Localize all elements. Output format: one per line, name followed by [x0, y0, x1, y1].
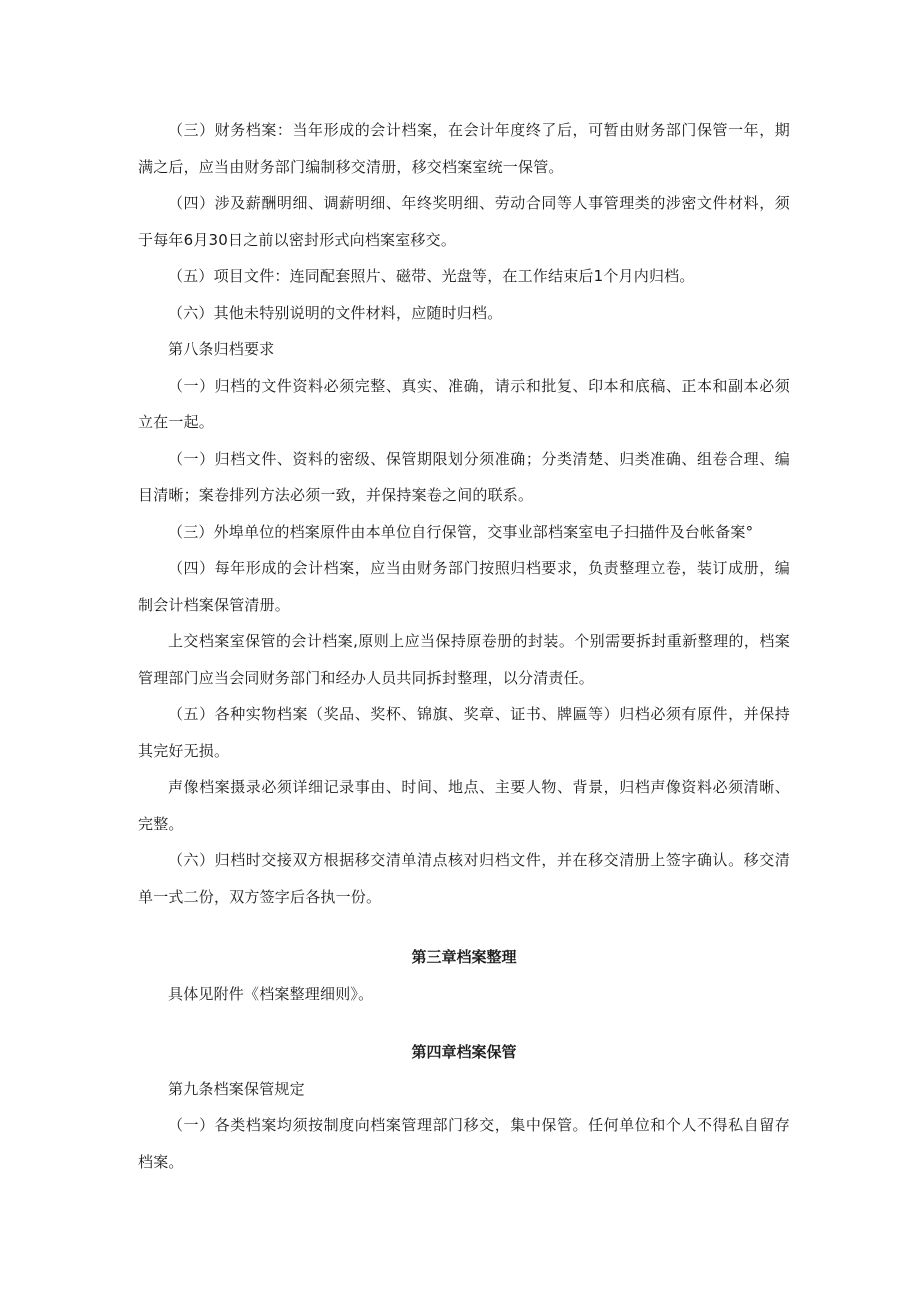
paragraph-requirement-5: （五）各种实物档案（奖品、奖杯、锦旗、奖章、证书、牌匾等）归档必须有原件，并保持其完好无损。	[138, 705, 790, 760]
paragraph-project-files: （五）项目文件：连同配套照片、磁带、光盘等，在工作结束后1个月内归档。	[168, 267, 695, 285]
chapter-3-title: 第三章档案整理	[411, 948, 517, 966]
paragraph-other-materials: （六）其他未特别说明的文件材料，应随时归档。	[168, 303, 503, 322]
paragraph-requirement-1: （一）归档的文件资料必须完整、真实、准确，请示和批复、印本和底稿、正本和副本必须立在一起。	[138, 376, 790, 431]
article-8-heading: 第八条归档要求	[168, 340, 275, 358]
spacer	[138, 1012, 790, 1034]
chapter-4-body: （一）各类档案均须按制度向档案管理部门移交，集中保管。任何单位和个人不得私自留存档案。	[138, 1116, 790, 1171]
paragraph-requirement-6: （六）归档时交接双方根据移交清单清点核对归档文件，并在移交清册上签字确认。移交清单一式二份，双方签字后各执一份。	[138, 851, 790, 906]
chapter-4-title: 第四章档案保管	[411, 1043, 517, 1061]
document-body	[138, 112, 790, 1180]
paragraph-hr-confidential: （四）涉及薪酬明细、调薪明细、年终奖明细、劳动合同等人事管理类的涉密文件材料，须于每年6月30日之前以密封形式向档案室移交。	[138, 194, 790, 249]
paragraph-audio-visual: 声像档案摄录必须详细记录事由、时间、地点、主要人物、背景，归档声像资料必须清晰、完整。	[138, 778, 790, 833]
paragraph-requirement-4: （四）每年形成的会计档案，应当由财务部门按照归档要求，负责整理立卷，装订成册，编制会计档案保管清册。	[138, 559, 790, 614]
spacer	[138, 915, 790, 939]
article-9-heading: 第九条档案保管规定	[168, 1079, 305, 1098]
paragraph-requirement-3: （三）外埠单位的档案原件由本单位自行保管，交事业部档案室电子扫描件及台帐备案°	[168, 522, 754, 541]
paragraph-financial-archives: （三）财务档案：当年形成的会计档案，在会计年度终了后，可暂由财务部门保管一年，期满之后，应当由财务部门编制移交清册，移交档案室统一保管。	[138, 121, 790, 176]
paragraph-accounting-seal: 上交档案室保管的会计档案,原则上应当保持原卷册的封装。个别需要拆封重新整理的，档案管理部门应当会同财务部门和经办人员共同拆封整理，以分清责任。	[138, 632, 790, 687]
chapter-3-body: 具体见附件《档案整理细则》。	[168, 984, 374, 1003]
paragraph-requirement-2: （一）归档文件、资料的密级、保管期限划分须准确；分类清楚、归类准确、组卷合理、编目清晰；案卷排列方法必须一致，并保持案卷之间的联系。	[138, 449, 790, 504]
